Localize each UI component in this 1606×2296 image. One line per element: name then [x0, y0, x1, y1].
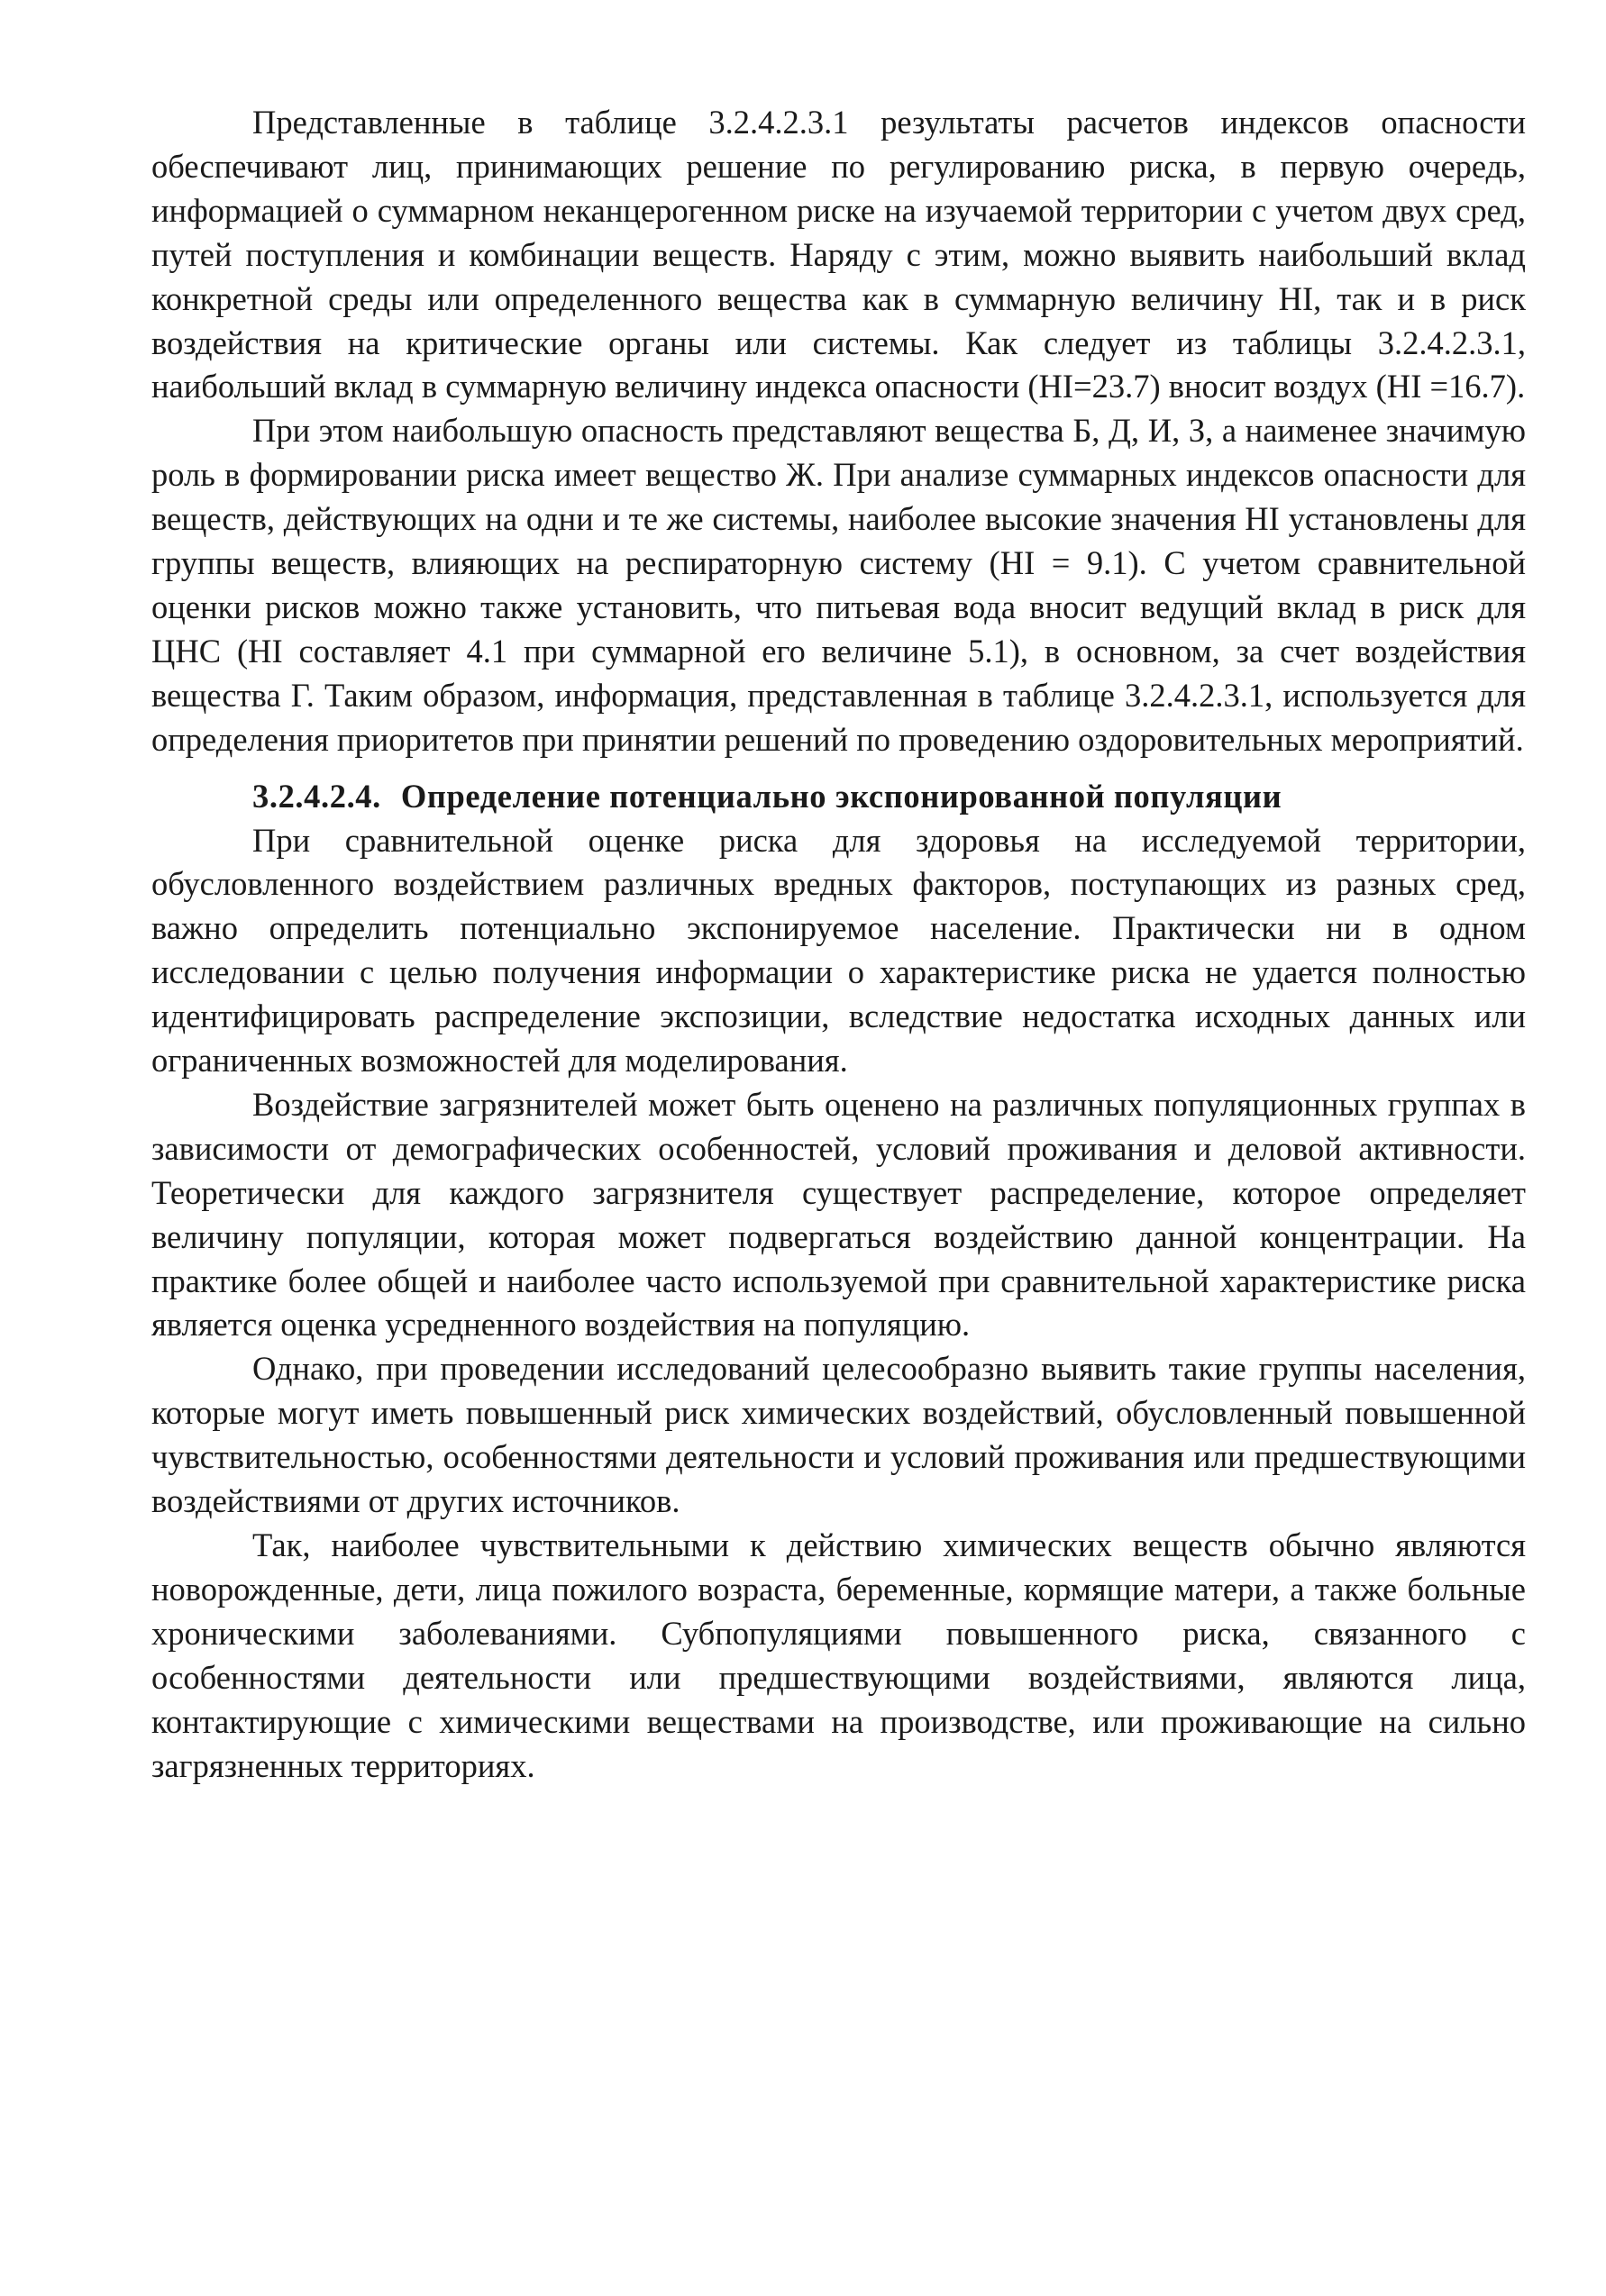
paragraph-exposed-population: При сравнительной оценке риска для здоровья на исследуемой территории, обусловленного воздействием различных вредных факторов, поступающих из разных сред, важно определить потенциально экспонируемое население. Практически ни в одном исследовании с целью получения информации о характеристике риска не удается полностью идентифицировать распределение экспозиции, вследствие недостатка исходных данных или ограниченных возможностей для моделирования.: [151, 821, 1526, 1080]
paragraph-pollutant-exposure: Воздействие загрязнителей может быть оценено на различных популяционных группах в зависимости от демографических особенностей, условий проживания и деловой активности. Теоретически для каждого загрязнителя существует распределение, которое определяет величину популяции, которая может подвергаться воздействию данной концентрации. На практике более общей и наиболее часто используемой при сравнительной характеристике риска является оценка усредненного воздействия на популяцию.: [151, 1085, 1526, 1344]
section-number: 3.2.4.2.4.: [252, 777, 381, 815]
paragraph-sensitive-subpopulations: Так, наиболее чувствительными к действию химических веществ обычно являются новорожденные, дети, лица пожилого возраста, беременные, кормящие матери, а также больные хроническими заболеваниями. Субпопуляциями повышенного риска, связанного с особенностями деятельности или предшествующими воздействиями, являются лица, контактирующие с химическими веществами на производстве, или проживающие на сильно загрязненных территориях.: [151, 1526, 1526, 1784]
paragraph-hazard-index-results: Представленные в таблице 3.2.4.2.3.1 результаты расчетов индексов опасности обеспечивают лиц, принимающих решение по регулированию риска, в первую очередь, информацией о суммарном неканцерогенном риске на изучаемой территории с учетом двух сред, путей поступления и комбинации веществ. Наряду с этим, можно выявить наибольший вклад конкретной среды или определенного вещества как в суммарную величину HI, так и в риск воздействия на критические органы или системы. Как следует из таблицы 3.2.4.2.3.1, наибольший вклад в суммарную величину индекса опасности (HI=23.7) вносит воздух (HI =16.7).: [151, 104, 1526, 405]
section-title: Определение потенциально экспонированной популяции: [400, 777, 1282, 815]
document-page: [151, 101, 1526, 1788]
paragraph-risk-groups: Однако, при проведении исследований целесообразно выявить такие группы населения, которые могут иметь повышенный риск химических воздействий, обусловленный повышенной чувствительностью, особенностями деятельности и условий проживания или предшествующими воздействиями от других источников.: [151, 1350, 1526, 1520]
paragraph-priority-substances: При этом наибольшую опасность представляют вещества Б, Д, И, З, а наименее значимую роль в формировании риска имеет вещество Ж. При анализе суммарных индексов опасности для веществ, действующих на одни и те же системы, наиболее высокие значения HI установлены для группы веществ, влияющих на респираторную систему (HI = 9.1). С учетом сравнительной оценки рисков можно также установить, что питьевая вода вносит ведущий вклад в риск для ЦНС (HI составляет 4.1 при суммарной его величине 5.1), в основном, за счет воздействия вещества Г. Таким образом, информация, представленная в таблице 3.2.4.2.3.1, используется для определения приоритетов при принятии решений по проведению оздоровительных мероприятий.: [151, 412, 1526, 758]
section-heading: [151, 775, 1526, 819]
